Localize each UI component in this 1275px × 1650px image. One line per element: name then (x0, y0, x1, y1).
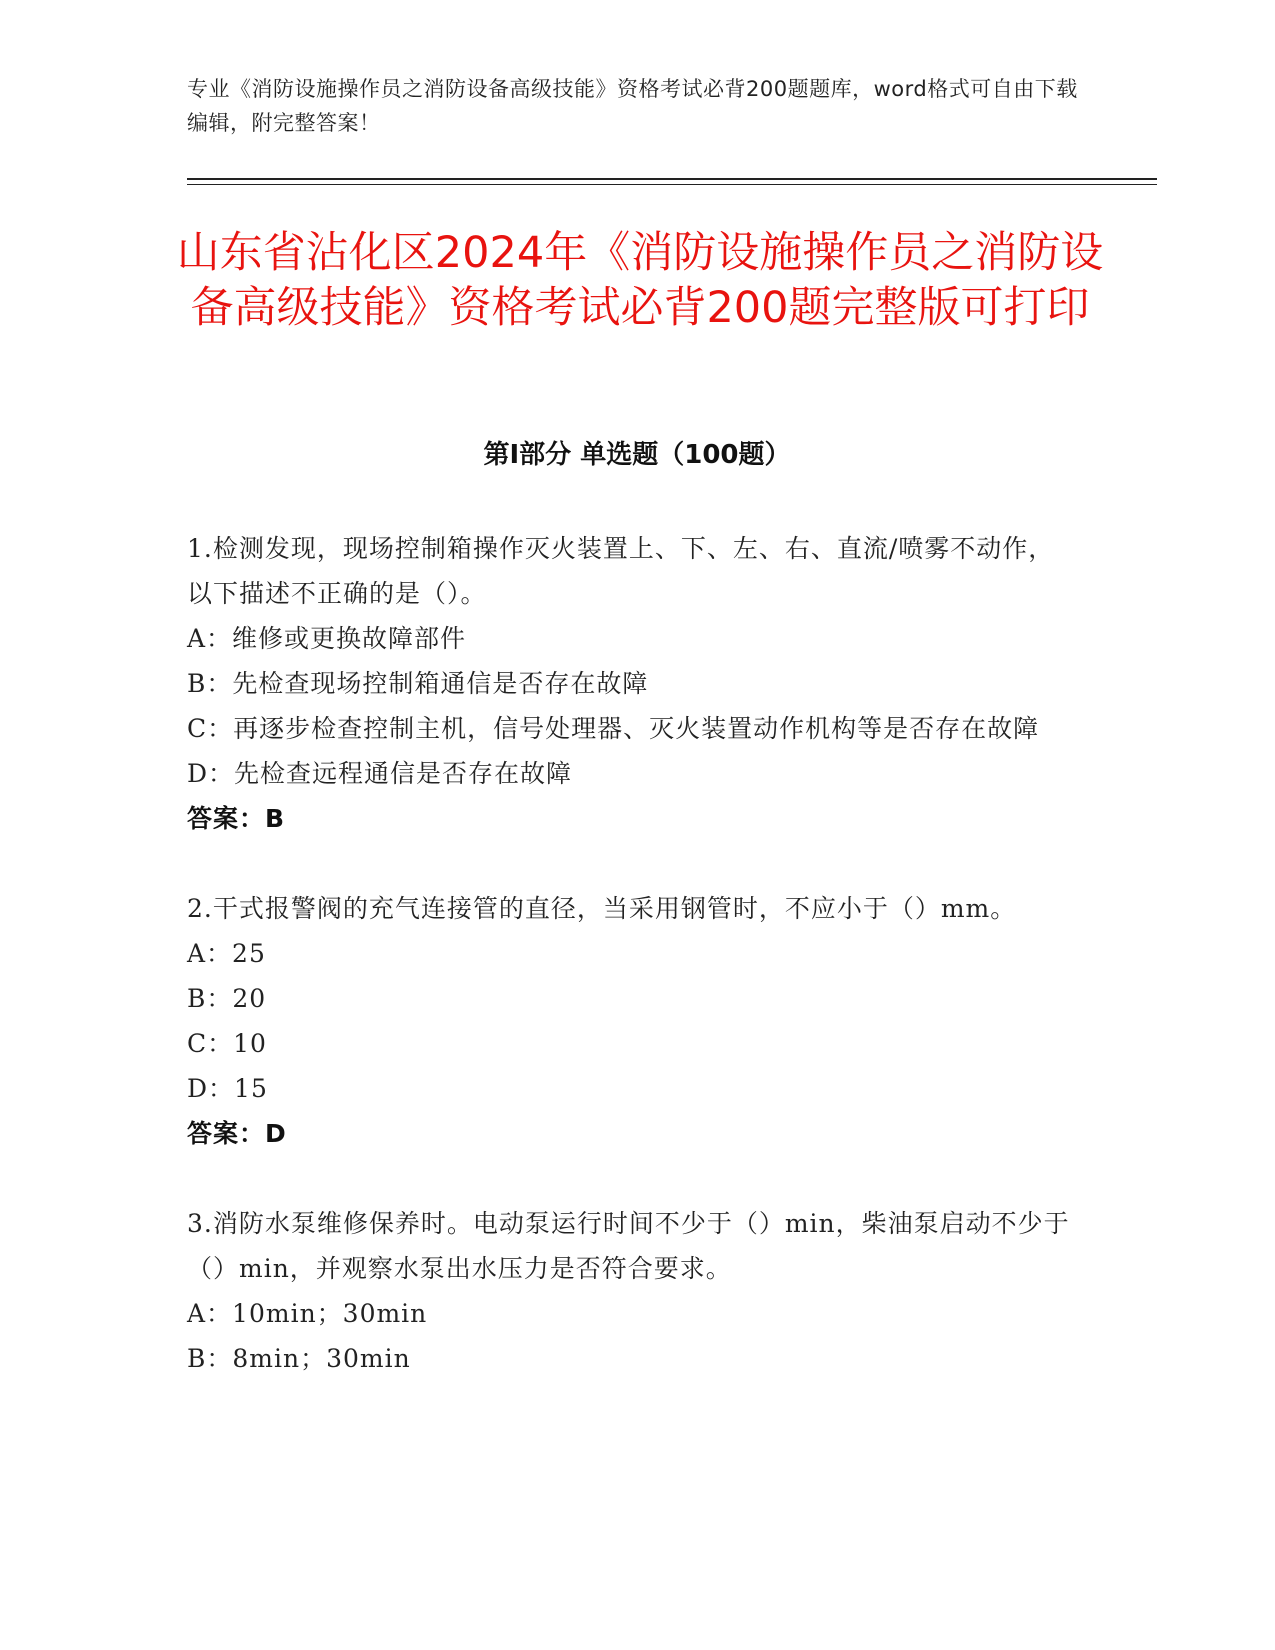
question-2 (187, 886, 1077, 1156)
question-stem: 3.消防水泵维修保养时。电动泵运行时间不少于（）min，柴油泵启动不少于（）min，并观察水泵出水压力是否符合要求。 (187, 1209, 1070, 1283)
question-1 (187, 526, 1077, 841)
option-a: A：维修或更换故障部件 (187, 624, 467, 653)
answer: 答案：D (187, 1119, 287, 1148)
option-d: D：15 (187, 1074, 268, 1103)
section-title: 第I部分 单选题（100题） (483, 440, 791, 470)
question-stem: 1.检测发现，现场控制箱操作灭火装置上、下、左、右、直流/喷雾不动作，以下描述不正确的是（）。 (187, 534, 1055, 608)
option-a: A：10min；30min (187, 1299, 428, 1328)
option-c: C：再逐步检查控制主机，信号处理器、灭火装置动作机构等是否存在故障 (187, 714, 1040, 743)
answer: 答案：B (187, 804, 286, 833)
option-b: B：8min；30min (187, 1344, 411, 1373)
header-divider-thick (187, 178, 1157, 180)
question-3 (187, 1201, 1077, 1381)
option-b: B：20 (187, 984, 267, 1013)
question-stem: 2.干式报警阀的充气连接管的直径，当采用钢管时，不应小于（）mm。 (187, 894, 1017, 923)
question-list (187, 526, 1077, 1426)
option-b: B：先检查现场控制箱通信是否存在故障 (187, 669, 649, 698)
header-divider-thin (187, 184, 1157, 185)
option-d: D：先检查远程通信是否存在故障 (187, 759, 573, 788)
document-title: 山东省沾化区2024年《消防设施操作员之消防设备高级技能》资格考试必背200题完整版可打印 (176, 228, 1104, 333)
header-note: 专业《消防设施操作员之消防设备高级技能》资格考试必背200题题库，word格式可自由下载编辑，附完整答案！ (187, 77, 1078, 135)
option-c: C：10 (187, 1029, 267, 1058)
option-a: A：25 (187, 939, 266, 968)
